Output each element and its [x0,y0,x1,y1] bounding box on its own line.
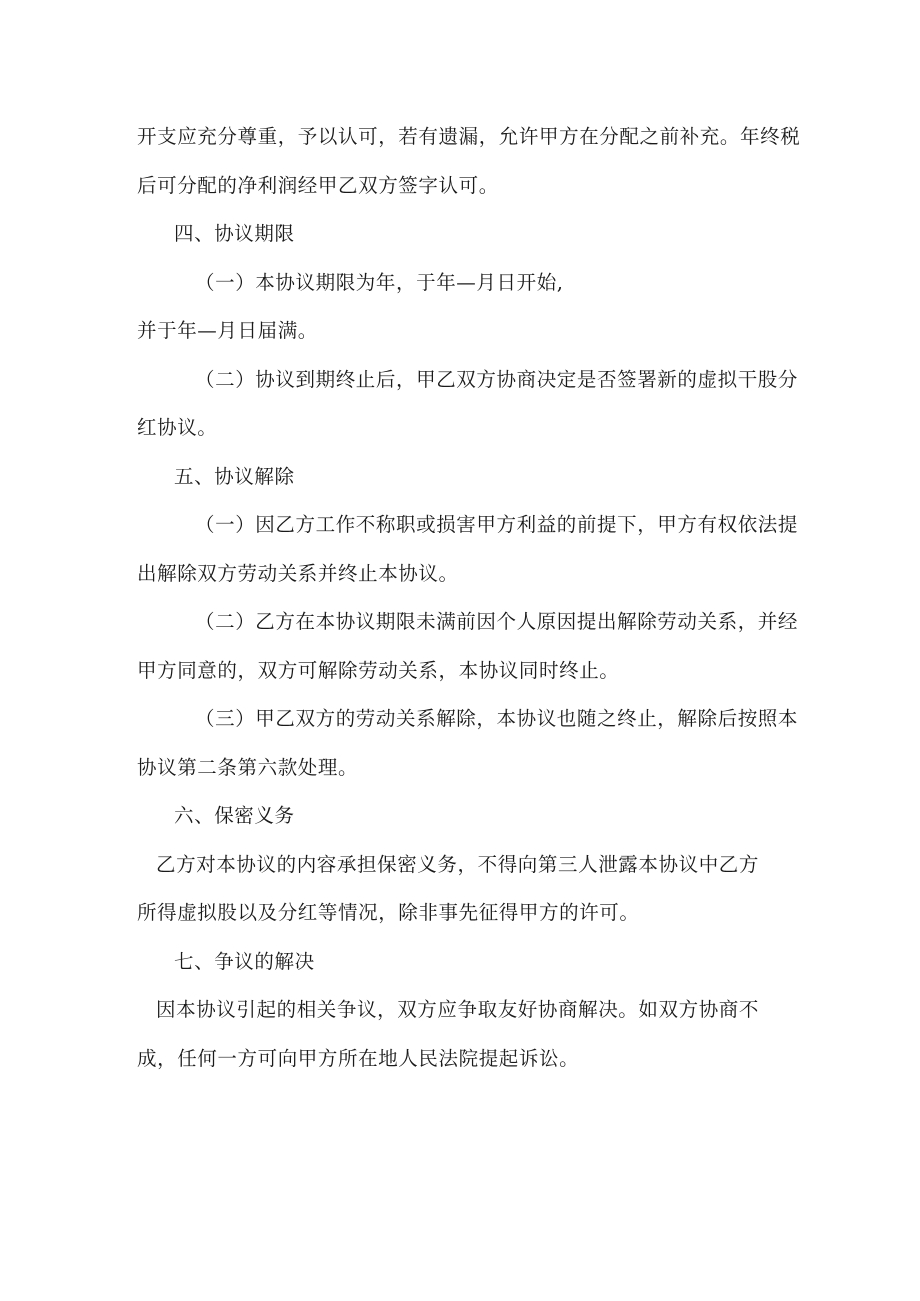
paragraph-line: （一）因乙方工作不称职或损害甲方利益的前提下，甲方有权依法提 [195,513,799,536]
section-heading-term: 四、协议期限 [174,222,295,245]
paragraph-line: （二）乙方在本协议期限未满前因个人原因提出解除劳动关系，并经 [195,610,799,633]
paragraph-line: 协议第二条第六款处理。 [137,755,359,779]
paragraph-line: （二）协议到期终止后，甲乙双方协商决定是否签署新的虚拟干股分 [195,367,799,391]
paragraph-line: 成，任何一方可向甲方所在地人民法院提起诉讼。 [137,1046,580,1070]
paragraph-line: 开支应充分尊重，予以认可，若有遗漏，允许甲方在分配之前补充。年终税 [137,125,801,148]
paragraph-line: （一）本协议期限为年，于年—月日开始, [195,270,564,294]
paragraph-line: 乙方对本协议的内容承担保密义务，不得向第三人泄露本协议中乙方 [156,852,760,876]
paragraph-line: 后可分配的净利润经甲乙双方签字认可。 [137,173,499,197]
paragraph-line: 并于年—月日届满。 [137,319,318,342]
paragraph-line: 所得虚拟股以及分红等情况，除非事先征得甲方的许可。 [137,901,640,924]
section-heading-confidentiality: 六、保密义务 [174,804,295,827]
paragraph-line: 红协议。 [137,416,218,439]
document-body [137,113,801,1083]
section-heading-termination: 五、协议解除 [174,464,295,488]
paragraph-line: 出解除双方劳动关系并终止本协议。 [137,561,459,585]
section-heading-disputes: 七、争议的解决 [174,949,315,973]
paragraph-line: 因本协议引起的相关争议，双方应争取友好协商解决。如双方协商不 [156,998,760,1021]
paragraph-line: 甲方同意的，双方可解除劳动关系，本协议同时终止。 [137,658,620,682]
paragraph-line: （三）甲乙双方的劳动关系解除，本协议也随之终止，解除后按照本 [195,707,799,730]
